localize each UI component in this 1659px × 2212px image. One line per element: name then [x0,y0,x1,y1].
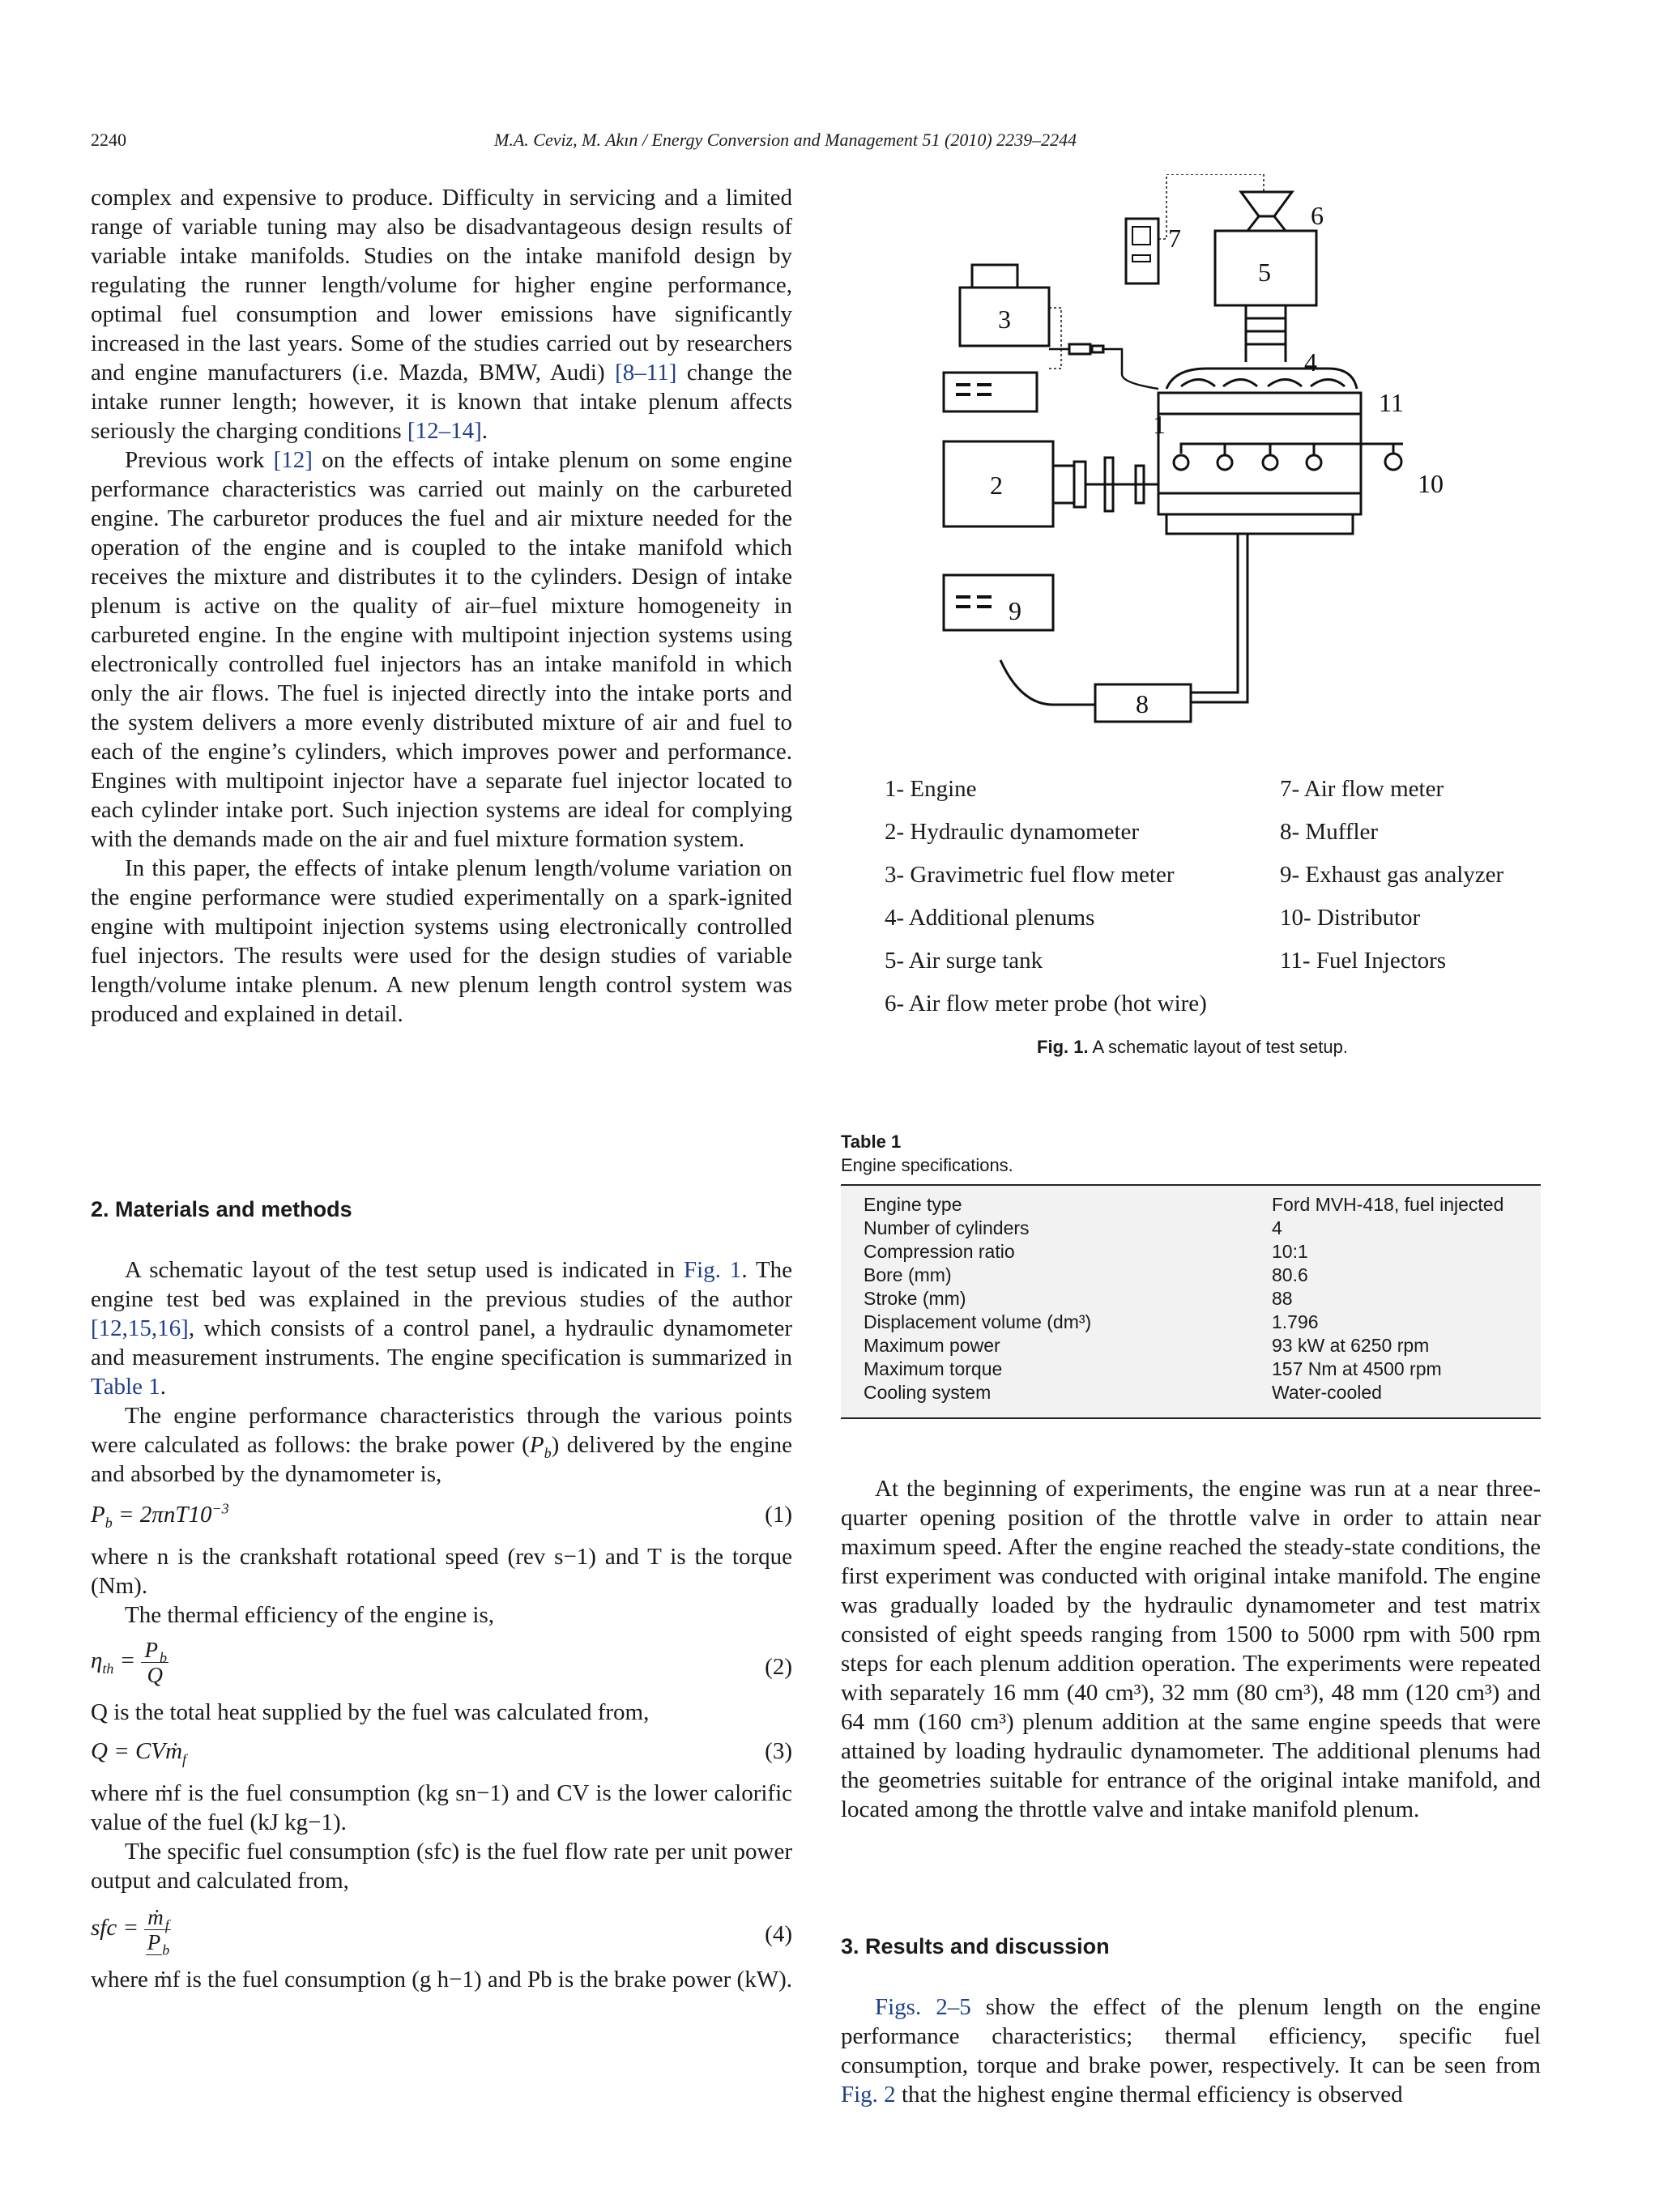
text: Previous work [125,447,274,473]
table-cell: Maximum torque [864,1358,1003,1379]
schematic-label: 6 [1311,201,1324,230]
schematic-label: 8 [1136,689,1149,718]
legend-item: 5- Air surge tank [885,948,1043,974]
table-row [864,1288,1541,1311]
page-number: 2240 [91,130,126,150]
legend-item: 3- Gravimetric fuel flow meter [885,862,1175,888]
numerator: ṁ [147,1905,164,1929]
engine-block [1158,393,1361,514]
engine-spec-table [841,1184,1541,1419]
text: , which consists of a control panel, a hydraulic dynamometer and measurement instruments. The engine specification is summarized in [91,1315,792,1370]
right-column-results [841,1993,1541,2109]
schematic-label: 4 [1304,347,1317,377]
table-cell: Ford MVH-418, fuel injected [1272,1194,1504,1215]
text: that the highest engine thermal efficiency is observed [895,2082,1403,2108]
equation-number: (1) [765,1502,792,1528]
table-link[interactable]: Table 1 [91,1374,160,1400]
citation-link[interactable]: [12,15,16] [91,1315,189,1341]
table-row [864,1358,1541,1382]
table-subtitle: Engine specifications. [841,1155,1013,1175]
table-title: Table 1 [841,1132,902,1152]
paragraph: At the beginning of experiments, the engine was run at a near three-quarter opening position of the throttle valve in order to attain near maximum speed. After the engine reached the steady-state conditions, the first experiment was conducted with original intake manifold. The engine was gradually loaded by the hydraulic dynamometer and test matrix consisted of eight speeds ranging from 1500 to 5000 rpm with 500 rpm steps for each plenum addition operation. The experiments were repeated with separately 16 mm (40 cm³), 32 mm (80 cm³), 48 mm (120 cm³) and 64 mm (160 cm³) plenum addition at the same engine speeds that were attained by loading hydraulic dynamometer. The additional plenums had the geometries suitable for entrance of the original intake manifold, and located among the throttle valve and intake manifold plenum. [841,1476,1541,1822]
citation-link[interactable]: [12–14] [407,418,482,444]
table-row [864,1241,1541,1264]
paragraph [91,1255,792,1401]
table-title-block [841,1130,1013,1177]
paragraph: The thermal efficiency of the engine is, [125,1602,495,1628]
table-cell: Stroke (mm) [864,1288,966,1309]
legend-item: 9- Exhaust gas analyzer [1280,862,1504,888]
table-cell: 1.796 [1272,1311,1319,1332]
schematic-label: 11 [1379,388,1404,417]
paragraph: where ṁf is the fuel consumption (kg sn−1) and CV is the lower calorific value of the fuel (kJ kg−1). [91,1780,792,1835]
table-cell: Number of cylinders [864,1217,1030,1238]
table-cell: Water-cooled [1272,1382,1382,1403]
table-cell: Engine type [864,1194,962,1215]
paragraph [91,445,792,854]
equation-1: $P_b = 2\pi nT10^{-3}$ (1) [91,1500,792,1531]
running-header: M.A. Ceviz, M. Akın / Energy Conversion and Management 51 (2010) 2239–2244 [494,130,1077,150]
table-cell: Compression ratio [864,1241,1015,1262]
variable: $P_b$ [529,1432,552,1461]
engine-sump [1166,514,1353,534]
schematic-label: 9 [1009,596,1021,625]
paragraph [91,183,792,445]
test-setup-schematic [923,174,1491,741]
eq-exponent: −3 [211,1500,229,1517]
left-column-methods [91,1255,792,1994]
text: change the intake runner length; however, it is known that intake plenum affects seriously the charging conditions [91,360,792,444]
table-cell: 80.6 [1272,1264,1308,1285]
denominator: P [147,1930,161,1954]
eq-rhs: = 2πnT10 [112,1502,212,1528]
paragraph: where ṁf is the fuel consumption (g h−1) and Pb is the brake power (kW). [91,1967,792,1993]
fraction: $\frac{P _b}{Q}$ [141,1638,168,1687]
numerator: P [144,1638,158,1662]
paragraph [91,1401,792,1489]
table-row [864,1264,1541,1288]
paragraph: where n is the crankshaft rotational speed (rev s−1) and T is the torque (Nm). [91,1544,792,1599]
schematic-label: 7 [1168,224,1181,253]
equation-number: (4) [765,1921,792,1947]
text: complex and expensive to produce. Difficulty in servicing and a limited range of variable tuning may also be disadvantageous design results of variable intake manifolds. Studies on the intake manifold design by regulating the runner length/volume for higher engine performance, optimal fuel consumption and lower emissions have significantly increased in the last years. Some of the studies carried out by researchers and engine manufacturers (i.e. Mazda, BMW, Audi) [91,185,792,386]
schematic-label: 10 [1418,469,1444,498]
paragraph [841,1993,1541,2109]
paragraph: Q is the total heat supplied by the fuel was calculated from, [91,1699,650,1725]
right-column [841,1474,1541,1824]
table-cell: Displacement volume (dm³) [864,1311,1092,1332]
table-row [864,1217,1541,1241]
table-cell: Cooling system [864,1382,992,1403]
section-heading: 2. Materials and methods [91,1197,352,1221]
exhaust-line [1000,660,1095,705]
caption-label: Fig. 1. [1037,1037,1089,1057]
text: . [160,1374,166,1400]
fraction: $\frac{ṁ _f}{P _b}$ [144,1905,171,1954]
citation-link[interactable]: [12] [273,447,313,473]
eq-lhs: η [91,1647,103,1674]
text: on the effects of intake plenum on some engine performance characteristics was carried out mainly on the carbureted engine. The carburetor produces the fuel and air mixture needed for the operation of the engine and is coupled to the intake manifold which receives the mixture and distributes it to the cylinders. Design of intake plenum is active on the quality of air–fuel mixture homogeneity in carbureted engine. In the engine with multipoint injection systems using electronically controlled fuel injectors has an intake manifold in which only the air flows. The fuel is injected directly into the intake ports and the system delivers a more evenly distributed mixture of air and fuel to each of the engine’s cylinders, which improves power and performance. Engines with multipoint injector have a separate fuel injector located to each cylinder intake port. Such injection systems are ideal for complying with the demands made on the air and fuel mixture formation system. [91,447,792,852]
equation-3: Q = CVṁ$_f$ (3) [91,1738,792,1767]
figure-link[interactable]: Fig. 1 [683,1257,742,1283]
table-cell: 157 Nm at 4500 rpm [1272,1358,1442,1379]
legend-item: 4- Additional plenums [885,905,1095,931]
table-row [864,1335,1541,1358]
distributor [1181,444,1403,454]
caption-text: A schematic layout of test setup. [1088,1037,1348,1057]
table-cell: 93 kW at 6250 rpm [1272,1335,1430,1356]
table-cell: 88 [1272,1288,1293,1309]
table-row [864,1194,1541,1217]
left-column [91,183,792,1029]
text: A schematic layout of the test setup used is indicated in [125,1257,684,1283]
legend-item: 8- Muffler [1280,819,1379,845]
exhaust-gas-analyzer [944,575,1053,630]
table-cell: 10:1 [1272,1241,1308,1262]
legend-item: 2- Hydraulic dynamometer [885,819,1140,845]
figure-legend-left [885,768,1207,1025]
eq-body: Q = CVṁ [91,1738,183,1764]
equation-4: sfc = $\frac{ṁ _f}{P _b}$ (4) [91,1905,792,1958]
equation-number: (2) [765,1654,792,1680]
figure-link[interactable]: Figs. 2–5 [875,1994,971,2020]
section-heading: 3. Results and discussion [841,1934,1110,1958]
fuel-flow-meter-top [972,265,1017,288]
legend-item: 7- Air flow meter [1280,776,1444,802]
table-row [864,1311,1541,1335]
equation-2: $\eta_{th}$ = $\frac{P _b}{Q}$ (2) [91,1638,792,1687]
schematic-label: 5 [1258,258,1271,287]
eq-lhs: sfc [91,1915,117,1941]
equation-number: (3) [765,1738,792,1764]
figure-caption [842,1037,1542,1058]
citation-link[interactable]: [8–11] [615,360,677,386]
table-row [864,1382,1541,1405]
schematic-label: 2 [990,471,1003,500]
legend-item: 1- Engine [885,776,977,802]
air-flow-probe [1241,192,1292,231]
figure-link[interactable]: Fig. 2 [841,2082,896,2108]
paragraph: The specific fuel consumption (sfc) is the fuel flow rate per unit power output and calculated from, [91,1839,792,1894]
legend-item: 6- Air flow meter probe (hot wire) [885,991,1207,1016]
legend-item: 10- Distributor [1280,905,1421,931]
text: The engine performance characteristics through the various points were calculated as follows: the brake power ( [91,1403,792,1458]
text: ) delivered by the engine and absorbed by the dynamometer is, [91,1432,792,1487]
legend-item: 11- Fuel Injectors [1280,948,1447,974]
schematic-label: 1 [1153,410,1166,439]
schematic-label: 3 [998,305,1011,334]
figure-legend-right [1280,768,1503,982]
air-flow-meter [1126,219,1158,283]
control-box [944,373,1037,411]
text: . The engine test bed was explained in the previous studies of the author [91,1257,793,1312]
table-cell: Maximum power [864,1335,1000,1356]
eq-lhs: P [91,1502,105,1528]
text: show the effect of the plenum length on the engine performance characteristics; thermal efficiency, specific fuel consumption, torque and brake power, respectively. It can be seen from [841,1994,1541,2078]
paragraph: In this paper, the effects of intake plenum length/volume variation on the engine performance were studied experimentally on a spark-ignited engine with multipoint injection systems using electronically controlled fuel injectors. The results were used for the design studies of variable length/volume intake plenum. A new plenum length control system was produced and explained in detail. [91,855,792,1027]
text: . [481,418,488,444]
table-cell: Bore (mm) [864,1264,952,1285]
table-cell: 4 [1272,1217,1282,1238]
denominator: Q [147,1663,163,1687]
